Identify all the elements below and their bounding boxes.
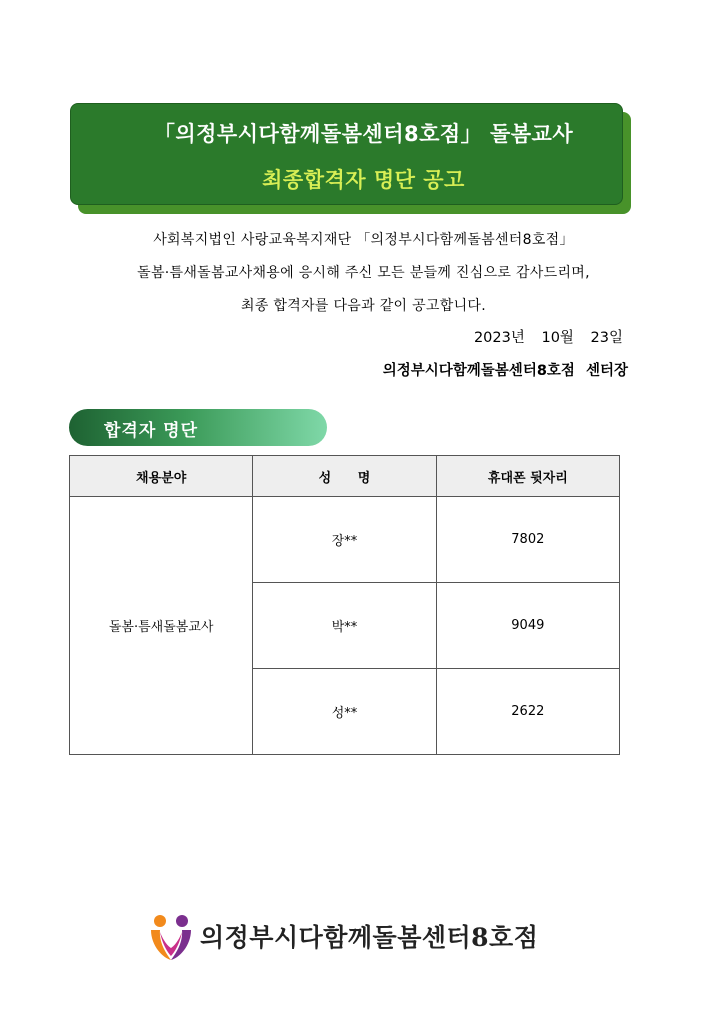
people-heart-logo-icon [145,912,197,964]
intro-line-3: 최종 합격자를 다음과 같이 공고합니다. [241,298,486,314]
header-name: 성 명 [253,456,436,497]
header-phone: 휴대폰 뒷자리 [436,456,619,497]
table-header-row [70,456,620,497]
phone-cell: 7802 [436,497,619,583]
phone-cell: 2622 [436,669,619,755]
page-title: 「의정부시다함께돌봄센터8호점」 돌봄교사 [153,122,574,146]
name-cell: 성** [253,669,436,755]
announcement-date: 2023년 10월 23일 [473,330,623,346]
signature: 의정부시다함께돌봄센터8호점 센터장 [382,363,628,379]
field-cell: 돌봄·틈새돌봄교사 [70,497,253,755]
table-row [70,497,620,583]
name-cell: 박** [253,583,436,669]
name-cell: 장** [253,497,436,583]
footer-logo-text: 의정부시다함께돌봄센터8호점 [200,923,539,952]
page-subtitle: 최종합격자 명단 공고 [262,168,465,192]
phone-cell: 9049 [436,583,619,669]
section-title: 합격자 명단 [104,421,199,441]
header-field: 채용분야 [70,456,253,497]
intro-line-2: 돌봄·틈새돌봄교사채용에 응시해 주신 모든 분들께 진심으로 감사드리며, [137,265,590,281]
intro-line-1: 사회복지법인 사랑교육복지재단 「의정부시다함께돌봄센터8호점」 [153,232,574,248]
results-table [69,455,620,755]
